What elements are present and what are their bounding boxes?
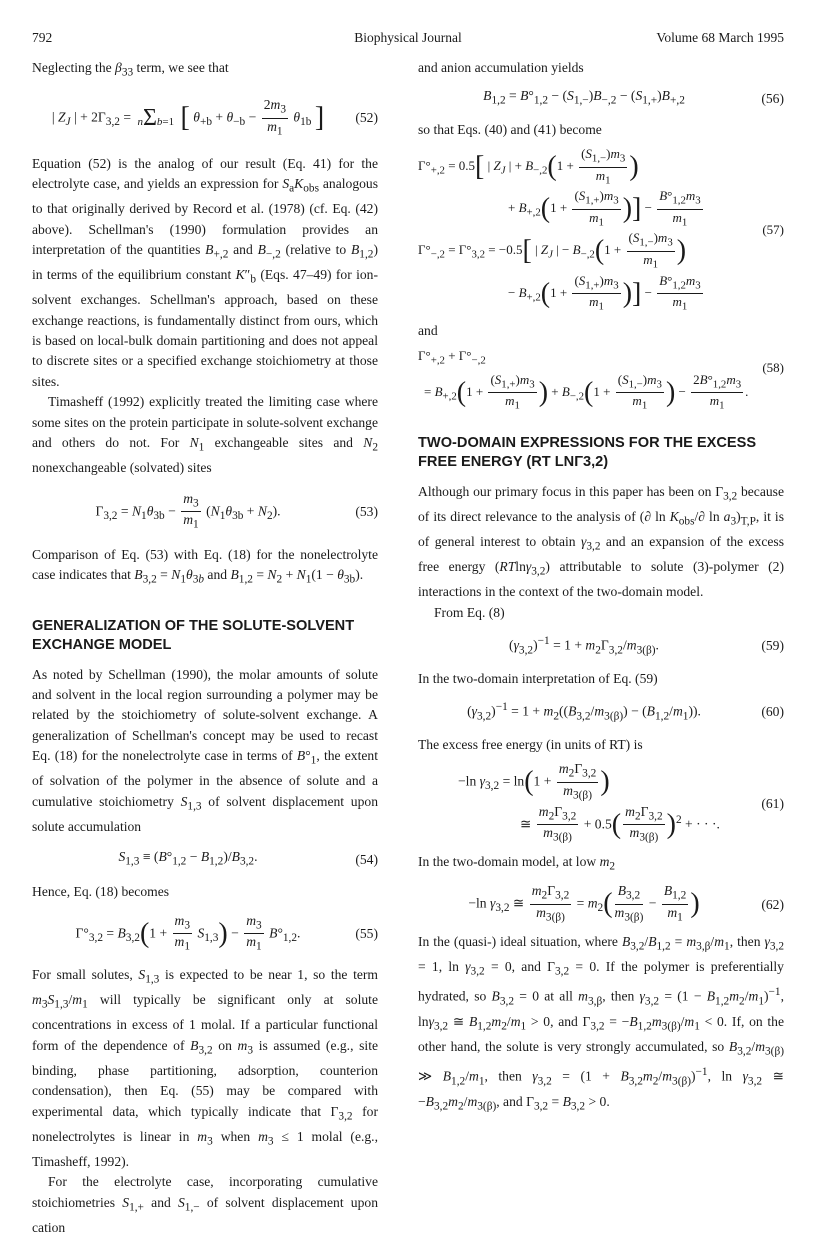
page-number: 792 (32, 30, 53, 45)
equation-61: −ln $\gamma_{3,2} = \ln(1$ + $\frac{m_2\Gamma_{3,2}}{m_{3(\beta)}}$ ) ≅ $\frac{m_2\Gamma_{3,2}}{m_{3(\beta)}}$ + 0.5( $\frac{m_2\Gamma_{3,2}}{m_{3(\beta)}}$ )$^2$ + · · ·. (61) (458, 761, 784, 845)
equation-number: (60) (761, 703, 784, 719)
equation-56: $B_{1,2} = B^\circ_{1,2} - (S_{1,-})B_{-,2} - (S_{1,+})B_{+,2}$ (56) (418, 86, 784, 111)
right-column (418, 58, 784, 1117)
equation-57: $\Gamma^\circ_{+,2} = 0.5$[ | $Z_J$ | + $B_{-,2}(1$ + $\frac{(S_{1,-})m_3}{m_1}$ ) + $B_{+,2}(1$ + $\frac{(S_{1,+})m_3}{m_1}$ )] − $\frac{B^\circ_{1,2}m_3}{m_1}$ $\Gamma^\circ_{-,2} = \Gamma^\circ_{3,2} = -0.5$[ | $Z_J$ | − $B_{-,2}(1$ + $\frac{(S_{1,-})m_3}{m_1}$ ) − $B_{+,2}(1$ + $\frac{(S_{1,+})m_3}{m_1}$ )] − $\frac{B^\circ_{1,2}m_3}{m_1}$ (57) (418, 145, 784, 313)
equation-58: $\Gamma^\circ_{+,2} + \Gamma^\circ_{-,2}$ = $B_{+,2}(1$ + $\frac{(S_{1,+})m_3}{m_1}$ ) + $B_{-,2}(1$ + $\frac{(S_{1,-})m_3}{m_1}$ ) − $\frac{2B^\circ_{1,2}m_3}{m_1}$ . (58) (418, 348, 784, 412)
paragraph: Although our primary focus in this paper has been on $\Gamma_{3,2}$ because of its direct relevance to the analysis of (∂ $\ln K_{obs}/\partial$ $\ln a_3)_{T,P}$, it is of general interest to obtain $\gamma_{3,2}$ and an expansion of the excess free energy (RTlnγ$_{3,2}$) attributable to solute (3)-polymer (2) interactions in the context of the two-domain model. (418, 483, 784, 600)
equation-55: $\Gamma^\circ_{3,2} = B_{3,2}(1$ + $\frac{m_3}{m_1}$ $S_{1,3}$) − $\frac{m_3}{m_1}$ $B^\circ_{1,2}$. (55) (75, 912, 378, 954)
paragraph: In the two-domain model, at low $m_2$ (418, 854, 616, 873)
equation-62: −ln $\gamma_{3,2}$ ≅ $\frac{m_2\Gamma_{3,2}}{m_{3(\beta)}}$ = $m_2$( $\frac{B_{3,2}}{m_{3(\beta)}}$ − $\frac{B_{1,2}}{m_1}$ ) (62) (468, 883, 784, 924)
equation-number: (52) (355, 110, 378, 126)
paragraph: Timasheff (1992) explicitly treated the limiting case where some sites on the protein participate in solute-solvent exchange and others do not. For $N_1$ exchangeable sites and $N_2$ nonexchangeable (solvated) sites (32, 394, 378, 476)
paragraph: From Eq. (8) (434, 604, 505, 620)
equation-number: (58) (762, 360, 784, 376)
paragraph: In the (quasi-) ideal situation, where $B_{3,2}/B_{1,2} = m_{3,\beta}/m_1$, then $\gamma_{3,2} = 1$, $\ln \gamma_{3,2} = 0$, and $\Gamma_{3,2} = 0$. If the polymer is preferentially hydrated, so $B_{3,2} = 0$ at all $m_{3,\beta}$, then $\gamma_{3,2} = (1 - B_{1,2}m_2/m_1)^{-1}$, lnγ$_{3,2}$ ≅ $B_{1,2}m_2/m_1 > 0$, and $\Gamma_{3,2} = -B_{1,2}m_{3(\beta)}/m_1 < 0$. If, on the other hand, the solute is very strongly accumulated, so $B_{3,2}/m_{3(\beta)}$ ≫ $B_{1,2}/m_1$, then $\gamma_{3,2} = (1 + B_{3,2}m_2/m_{3(\beta)})^{-1}$, $\ln \gamma_{3,2}$ ≅ $-B_{3,2}m_2/m_{3(\beta)}$, and $\Gamma_{3,2} = B_{3,2} > 0$. (418, 933, 784, 1113)
left-column (32, 58, 378, 1238)
journal-title: Biophysical Journal (354, 30, 462, 45)
equation-number: (62) (761, 896, 784, 912)
equation-60: $(\gamma_{3,2})^{-1} = 1 + m_2((B_{3,2}/m_{3(\beta)}) - (B_{1,2}/m_1))$. (60) (467, 701, 784, 723)
paragraph: and (418, 322, 438, 338)
paragraph: so that Eqs. (40) and (41) become (418, 121, 602, 137)
equation-number: (57) (762, 222, 784, 238)
equation-number: (56) (761, 90, 784, 106)
equation-number: (59) (761, 637, 784, 653)
paragraph: For small solutes, $S_{1,3}$ is expected to be near 1, so the term $m_3S_{1,3}/m_1$ will typically be significant only at solute concentrations in excess of 1 molal. If a particular functional form of the dependence of $B_{3,2}$ on $m_3$ is assumed (e.g., site binding, phase partitioning, adsorption, counterion condensation), then Eq. (55) may be compared with experimental data, which typically indicate that $\Gamma_{3,2}$ for nonelectrolytes is linear in $m_3$ when $m_3 \le 1$ molal (e.g., Timasheff, 1992). (32, 967, 379, 1169)
equation-number: (55) (355, 925, 378, 941)
paragraph: In the two-domain interpretation of Eq. (59) (418, 670, 658, 686)
paragraph: As noted by Schellman (1990), the molar amounts of solute and solvent in the local region surrounding a polymer may be related by the stoichiometry of solute-solvent exchange. A generalization of Schellman's concept may be used to recast Eq. (18) for the nonelectrolyte case in terms of $B^\circ_1$, the extent of solvation of the polymer in the absence of solute and a cumulative stoichiometry $S_{1,3}$ of solvent displacement upon solute accumulation (32, 666, 378, 834)
paragraph: Neglecting the $\beta_{33}$ term, we see that (32, 60, 229, 79)
paragraph: The excess free energy (in units of RT) is (418, 736, 643, 752)
section-heading: GENERALIZATION OF THE SOLUTE-SOLVENT EXCHANGE MODEL (32, 617, 355, 653)
equation-number: (54) (355, 851, 378, 867)
equation-59: $(\gamma_{3,2})^{-1} = 1 + m_2\Gamma_{3,2}/m_{3(\beta)}$. (59) (509, 635, 784, 657)
paragraph: For the electrolyte case, incorporating cumulative stoichiometries $S_{1,+}$ and $S_{1,-}$ of solvent displacement upon cation (32, 1174, 378, 1235)
paragraph: Equation (52) is the analog of our result (Eq. 41) for the electrolyte case, and yields an expression for $S_aK_{obs}$ analogous to that originally derived by Record et al. (1978) (cf. Eq. (42) above). Schellman's (1990) formulation provides an interpretation of the quantities $B_{+,2}$ and $B_{-,2}$ (relative to $B_{1,2}$) in terms of the equilibrium constant $K''_b$ (Eqs. 47–49) for ion-solvent exchanges. Schellman's approach, based on these exchange reactions, is fundamentally distinct from ours, which is based on local-bulk domain partitioning and does not appeal to discrete sites or a specified exchange stoichiometry at those sites. (32, 155, 378, 389)
equation-54: $S_{1,3} \equiv (B^\circ_{1,2} - B_{1,2})/B_{3,2}$. (54) (32, 847, 378, 872)
equation-number: (61) (761, 795, 784, 811)
equation-52: | $Z_J$ | + $2\Gamma_{3,2} = n\Sigma b=1$ [ $\theta_{+b} + \theta_{-b}$ − $\frac{2m_3}{m_1}$ $\theta_{1b}$ ] (52) (51, 97, 378, 138)
equation-number: (53) (355, 503, 378, 519)
paragraph: Comparison of Eq. (53) with Eq. (18) for the nonelectrolyte case indicates that $B_{3,2} = N_1\theta_{3b}$ and $B_{1,2} = N_2 + N_1(1 - \theta_{3b})$. (32, 546, 378, 587)
paragraph: and anion accumulation yields (418, 60, 584, 75)
volume-date: Volume 68 March 1995 (656, 30, 784, 45)
section-heading: TWO-DOMAIN EXPRESSIONS FOR THE EXCESS FREE ENERGY (RT LNΓ3,2) (418, 434, 757, 470)
equation-53: $\Gamma_{3,2} = N_1\theta_{3b}$ − $\frac{m_3}{m_1}$ $(N_1\theta_{3b} + N_2)$. (53) (95, 490, 378, 531)
paragraph: Hence, Eq. (18) becomes (32, 884, 170, 900)
